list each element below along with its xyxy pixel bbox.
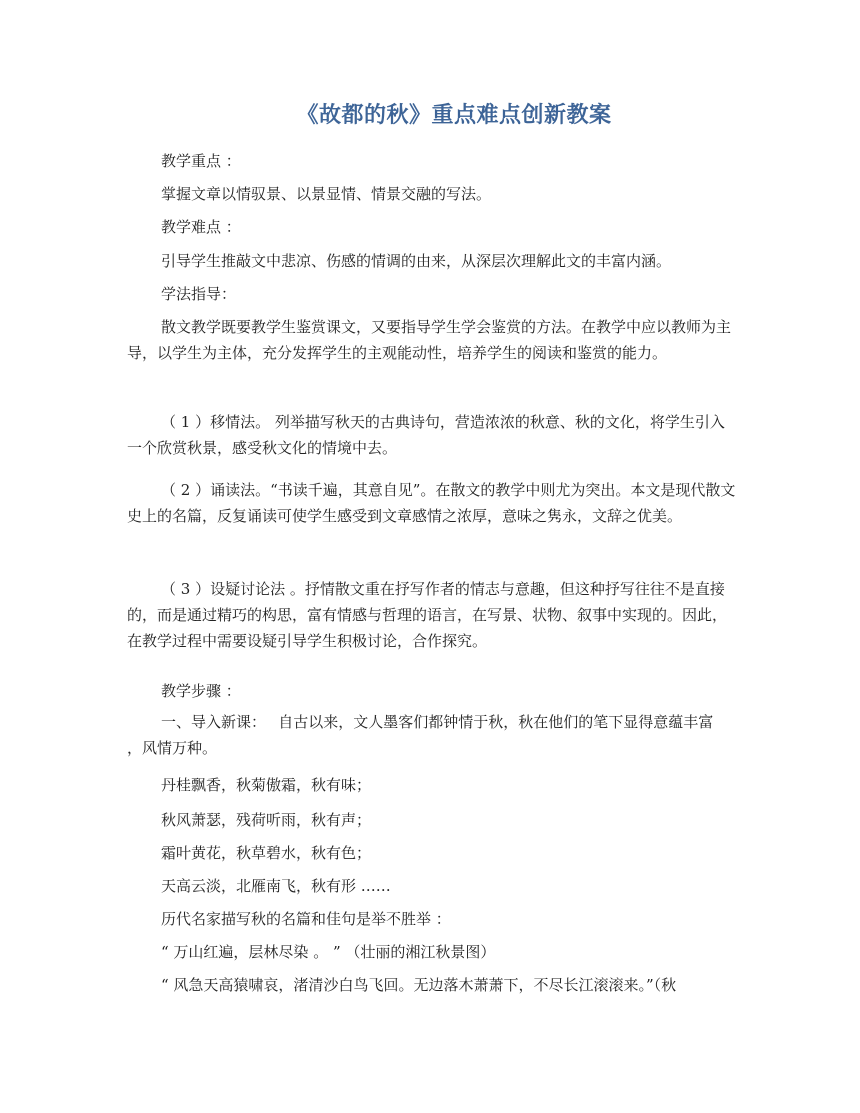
paragraph-autumn-taste: 丹桂飘香，秋菊傲霜，秋有味； bbox=[161, 776, 372, 794]
paragraph-steps-heading: 教学步骤 ： bbox=[161, 682, 241, 700]
paragraph-quote-1: “ 万山红遍，层林尽染 。 ” （壮丽的湘江秋景图） bbox=[161, 943, 496, 961]
paragraph-method-3: （ 3 ）设疑讨论法 。抒情散文重在抒写作者的情志与意趣，但这种抒写往往不是直接的，而是通过精巧的构思，富有情感与哲理的语言，在写景、状物、叙事中实现的。因此，在教学过程中需要设疑引导学生积极讨论，合作探究。 bbox=[127, 580, 728, 650]
paragraph-teaching-focus: 掌握文章以情驭景、以景显情、情景交融的写法。 bbox=[161, 185, 492, 203]
paragraph-teaching-focus-heading: 教学重点 ： bbox=[161, 152, 241, 170]
paragraph-autumn-sound: 秋风萧瑟，残荷听雨，秋有声； bbox=[161, 811, 372, 829]
paragraph-famous-works: 历代名家描写秋的名篇和佳句是举不胜举 ： bbox=[161, 910, 451, 928]
paragraph-intro-new-lesson: 一、导入新课： 自古以来，文人墨客们都钟情于秋，秋在他们的笔下显得意蕴丰富 ，风情万种。 bbox=[127, 713, 734, 757]
paragraph-method-heading: 学法指导： bbox=[161, 285, 237, 303]
document-title: 《故都的秋》重点难点创新教案 bbox=[296, 102, 612, 128]
paragraph-teaching-difficulty-heading: 教学难点 ： bbox=[161, 218, 241, 236]
paragraph-method-2: （ 2 ）诵读法。“书读千遍，其意自见”。在散文的教学中则尤为突出。本文是现代散文史上的名篇，反复诵读可使学生感受到文章感情之浓厚，意味之隽永，文辞之优美。 bbox=[127, 481, 736, 525]
paragraph-quote-2: “ 风急天高猿啸哀，渚清沙白鸟飞回。无边落木萧萧下，不尽长江滚滚来。”（秋 bbox=[161, 976, 677, 994]
paragraph-autumn-color: 霜叶黄花，秋草碧水，秋有色； bbox=[161, 844, 372, 862]
paragraph-autumn-shape: 天高云淡，北雁南飞，秋有形 …… bbox=[161, 877, 391, 895]
paragraph-teaching-difficulty: 引导学生推敲文中悲凉、伤感的情调的由来，从深层次理解此文的丰富内涵。 bbox=[161, 252, 672, 270]
paragraph-method-intro: 散文教学既要教学生鉴赏课文，又要指导学生学会鉴赏的方法。在教学中应以教师为主导，以学生为主体，充分发挥学生的主观能动性，培养学生的阅读和鉴赏的能力。 bbox=[127, 318, 732, 362]
paragraph-method-1: （ 1 ）移情法。 列举描写秋天的古典诗句，营造浓浓的秋意、秋的文化，将学生引入一个欣赏秋景，感受秋文化的情境中去。 bbox=[127, 413, 725, 457]
